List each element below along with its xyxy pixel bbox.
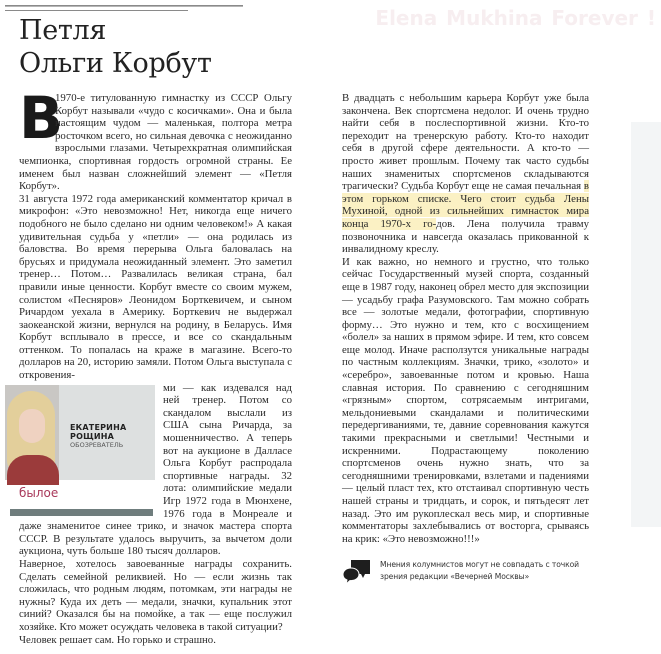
paragraph-3-text: ми — как издевался над ней тренер. Потом со скандалом выслали из США сына Ричарда, за мошенничество. А теперь вот на аукционе в Далласе Ольга Корбут распродала спортивные награды. 32 лота: олимпийские медали Игр 1972 года в Мюнхене, 1976 года в Монреале и даже знаменитое синее трико, и значок мастера спорта СССР. В результате удалось выручить, за вычетом доли аукциона, чуть больше 180 тысяч долларов. [19,381,292,558]
speech-bubbles-icon [342,559,372,585]
headline-line-1: Петля [19,15,107,46]
paragraph-3 [19,382,292,558]
author-info [70,423,126,449]
paragraph-6-end: дов. Лена получила травму позвоночника и навсегда оказалась прикованной к инвалидному креслу. [342,217,589,256]
author-role: ОБОЗРЕВАТЕЛЬ [70,440,124,449]
disclaimer-text [380,559,579,583]
author-byline [5,385,155,516]
disclaimer-line-1: Мнения колумнистов могут не совпадать с точкой [380,560,580,569]
disclaimer-line-2: зрения редакции «Вечерней Москвы» [380,572,530,581]
author-last-name: РОЩИНА [70,431,115,441]
author-first-name: ЕКАТЕРИНА [70,422,127,432]
paragraph-2: 31 августа 1972 года американский комментатор кричал в микрофон: «Это невозможно! Нет, никогда еще ничего подобного не было сделано ни одним человеком!» А какая удивительная судьба у «петли» — она родилась из баловства. Во время перерыва Ольга баловалась на брусьях и придумала неожиданный элемент. Это заметил тренер… Потом… Развалилась великая страна, бал правили иные ценности. Корбут вместе со своим мужем, солистом «Песняров» Леонидом Борткевичем, и сыном Ричардом уехала в Америку. Борткевич не выдержал заокеанской жизни, вернулся на родину, в Беларусь. Имя Корбут всплывало в прессе, и все со скандальным оттенком. То попалась на краже в магазине. Всего-то долларов на 20, историю замяли. Потом Ольга выступала с откровения- [19,192,292,382]
article-headline [19,14,212,80]
paragraph-1 [19,84,292,193]
paragraph-6 [342,92,589,256]
paragraph-1-text: 1970-е титулованную гимнастку из СССР Ольгу Корбут называли «чудо с косичками». Она и была настоящим чудом — маленькая, полтора метра росточком всего, но сильная девочка с неожиданно взрослыми глазами. Четырехкратная олимпийская чемпионка, спортивная гордость огромной страны. Ее именем был назван сложнейший элемент — «Петля Корбут». [19,92,292,193]
drop-cap: В [19,84,60,152]
author-photo [5,385,59,480]
right-column [342,92,589,545]
paragraph-4: Наверное, хотелось завоеванные награды сохранить. Сделать семейной реликвией. Но — если жизнь так сложилась, что родным людям, потомкам, эти награды не нужны? Куда их деть — медали, значки, купальник этот синий? Оказался бы на помойке, а так — еще послужил хозяйке. Кто может осуждать человека в такой ситуации? [19,557,292,633]
rubric-label: былое [19,485,59,500]
photo-shirt [7,455,59,485]
rubric-bar [10,509,153,516]
paragraph-7: И как важно, но немного и грустно, что только сейчас Государственный музей спорта, созданный еще в 1987 году, наконец обрел место для экспозиции — усадьбу графа Разумовского. Там можно собрать все — золотые медали, фотографии, спортивную форму… Это нужно и тем, кто с восхищением «болел» за наших в прямом эфире. И тем, кто совсем еще молод. Иначе расползутся уникальные награды по частным коллекциям. Значки, трико, «золото» и «серебро», завоеванные потом и кровью. Наша славная история. По сравнению с сегодняшним «грязным» спортом, сотрясаемым интригами, мельдониевыми скандалами и политическими передергиваниями, те, давние соревнования кажутся такими прекрасными и светлыми! Честными и искренними. Подрастающему поколению спортсменов очень нужно знать, что за сегодняшними тренировками, взлетами и падениями — целый пласт тех, кто отстаивал спортивную честь нашей страны и тридцать, и сорок, и пятьдесят лет назад. Это им рукоплескал весь мир, и спортивные комментаторы захлебывались от восторга, срываясь на крик: «Это невозможно!!!» [342,255,589,545]
sub-rule [5,10,188,11]
author-panel [5,385,155,480]
top-rule-shadow [5,6,243,7]
watermark-text: Elena Mukhina Forever ! [375,6,656,30]
photo-face [19,409,45,443]
headline-line-2: Ольги Корбут [19,48,212,79]
side-panel [631,122,661,527]
disclaimer [342,557,602,587]
left-column [19,84,292,646]
paragraph-6-start: В двадцать с небольшим карьера Корбут уже была закончена. Век спортсмена недолог. И очень трудно найти себя в послеспортивной жизни. Кто-то переходит на тренерскую работу. Кто-то находит себя в другой сфере деятельности. А кто-то — просто живет прошлым. Почему так часто судьбы наших знаменитых спортсменов складываются трагически? Судьба Корбут еще не самая печальная [342,92,589,193]
highlighted-text: в этом горьком списке. Чего стоит судьба Лены Мухиной, одной из сильнейших гимнасток мира конца 1970-х го- [342,180,589,230]
paragraph-5: Человек решает сам. Но горько и страшно. [19,633,216,646]
